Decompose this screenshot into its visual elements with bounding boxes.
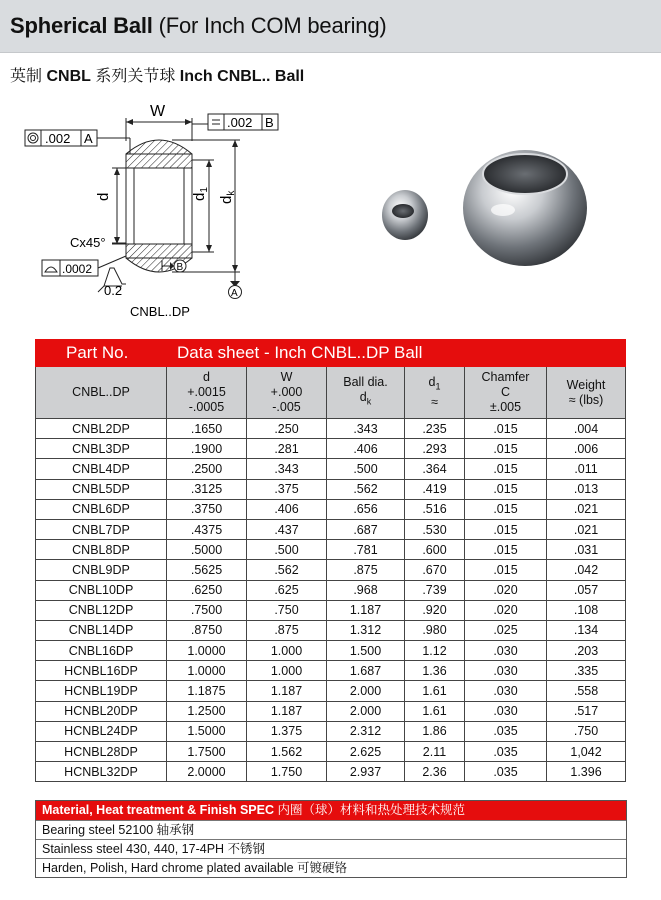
cell-chamfer: .020 bbox=[465, 580, 547, 600]
cell-d: 1.0000 bbox=[167, 661, 247, 681]
cell-d1: .293 bbox=[405, 439, 465, 459]
technical-drawing bbox=[22, 96, 287, 321]
col-header-w: W +.000 -.005 bbox=[247, 367, 327, 419]
sheet-title-header: Data sheet - Inch CNBL..DP Ball bbox=[167, 340, 626, 367]
svg-text:B: B bbox=[265, 115, 274, 130]
cell-w: .562 bbox=[247, 560, 327, 580]
cell-d1: .980 bbox=[405, 620, 465, 640]
cell-weight: .335 bbox=[547, 661, 626, 681]
cell-chamfer: .015 bbox=[465, 560, 547, 580]
spec-line: Bearing steel 52100 轴承钢 bbox=[36, 820, 626, 839]
cell-w: .750 bbox=[247, 600, 327, 620]
cell-w: 1.375 bbox=[247, 721, 327, 741]
cell-chamfer: .015 bbox=[465, 499, 547, 519]
cell-chamfer: .030 bbox=[465, 661, 547, 681]
sphericity-frame bbox=[42, 256, 126, 276]
spec-box bbox=[35, 800, 627, 878]
cell-chamfer: .035 bbox=[465, 742, 547, 762]
table-row bbox=[36, 742, 626, 762]
col-header-weight: Weight ≈ (lbs) bbox=[547, 367, 626, 419]
cell-ball-dia: .562 bbox=[327, 479, 405, 499]
data-sheet-table bbox=[35, 339, 626, 782]
cell-part-no: CNBL9DP bbox=[36, 560, 167, 580]
cell-d1: 2.11 bbox=[405, 742, 465, 762]
cell-weight: 1.396 bbox=[547, 762, 626, 782]
svg-text:B: B bbox=[176, 262, 184, 273]
cell-part-no: CNBL7DP bbox=[36, 519, 167, 539]
cell-ball-dia: 1.187 bbox=[327, 600, 405, 620]
cell-weight: .134 bbox=[547, 620, 626, 640]
title-bar bbox=[0, 0, 661, 53]
svg-text:CNBL..DP: CNBL..DP bbox=[130, 304, 190, 319]
cell-d: .4375 bbox=[167, 519, 247, 539]
svg-text:d: d bbox=[95, 192, 112, 201]
cell-chamfer: .015 bbox=[465, 479, 547, 499]
cell-d: .2500 bbox=[167, 459, 247, 479]
cell-weight: .750 bbox=[547, 721, 626, 741]
cell-weight: .013 bbox=[547, 479, 626, 499]
cell-d1: .419 bbox=[405, 479, 465, 499]
cell-d1: .516 bbox=[405, 499, 465, 519]
cell-weight: .004 bbox=[547, 419, 626, 439]
cell-ball-dia: .500 bbox=[327, 459, 405, 479]
cell-ball-dia: 1.687 bbox=[327, 661, 405, 681]
table-row bbox=[36, 540, 626, 560]
cell-d: 1.7500 bbox=[167, 742, 247, 762]
cell-weight: .042 bbox=[547, 560, 626, 580]
cell-d1: 1.61 bbox=[405, 681, 465, 701]
table-row bbox=[36, 701, 626, 721]
cell-part-no: CNBL4DP bbox=[36, 459, 167, 479]
cell-part-no: HCNBL19DP bbox=[36, 681, 167, 701]
cell-ball-dia: 2.625 bbox=[327, 742, 405, 762]
cell-d1: 1.86 bbox=[405, 721, 465, 741]
cell-d: .3750 bbox=[167, 499, 247, 519]
col-header-dk: Ball dia. $d_k$ bbox=[327, 367, 405, 419]
cell-part-no: HCNBL24DP bbox=[36, 721, 167, 741]
cell-d: 1.2500 bbox=[167, 701, 247, 721]
cell-part-no: HCNBL16DP bbox=[36, 661, 167, 681]
cell-weight: .021 bbox=[547, 519, 626, 539]
cell-w: 1.562 bbox=[247, 742, 327, 762]
cell-w: .500 bbox=[247, 540, 327, 560]
cell-d: .7500 bbox=[167, 600, 247, 620]
cell-d1: .739 bbox=[405, 580, 465, 600]
cell-weight: .031 bbox=[547, 540, 626, 560]
cell-d1: 2.36 bbox=[405, 762, 465, 782]
cell-ball-dia: .343 bbox=[327, 419, 405, 439]
cell-chamfer: .020 bbox=[465, 600, 547, 620]
table-row bbox=[36, 762, 626, 782]
cell-d1: .670 bbox=[405, 560, 465, 580]
cell-weight: .021 bbox=[547, 499, 626, 519]
cell-d: .1650 bbox=[167, 419, 247, 439]
cell-part-no: CNBL12DP bbox=[36, 600, 167, 620]
cell-w: .625 bbox=[247, 580, 327, 600]
cell-w: .250 bbox=[247, 419, 327, 439]
cell-w: 1.187 bbox=[247, 701, 327, 721]
cell-weight: .011 bbox=[547, 459, 626, 479]
cell-d1: 1.12 bbox=[405, 641, 465, 661]
col-header-series: CNBL..DP bbox=[36, 367, 167, 419]
subtitle: 英制 CNBL 系列关节球 Inch CNBL.. Ball bbox=[10, 68, 305, 85]
cell-chamfer: .015 bbox=[465, 419, 547, 439]
cell-chamfer: .015 bbox=[465, 439, 547, 459]
cell-d: .6250 bbox=[167, 580, 247, 600]
table-row bbox=[36, 560, 626, 580]
cell-weight: .057 bbox=[547, 580, 626, 600]
svg-text:Cx45°: Cx45° bbox=[70, 235, 106, 250]
cell-weight: .108 bbox=[547, 600, 626, 620]
cell-ball-dia: .875 bbox=[327, 560, 405, 580]
cell-part-no: CNBL16DP bbox=[36, 641, 167, 661]
cell-chamfer: .015 bbox=[465, 540, 547, 560]
col-header-chamfer: Chamfer C ±.005 bbox=[465, 367, 547, 419]
cell-w: .343 bbox=[247, 459, 327, 479]
cell-weight: .558 bbox=[547, 681, 626, 701]
cell-ball-dia: 2.937 bbox=[327, 762, 405, 782]
cell-d: 1.1875 bbox=[167, 681, 247, 701]
cell-ball-dia: 2.000 bbox=[327, 681, 405, 701]
cell-w: .875 bbox=[247, 620, 327, 640]
svg-text:A: A bbox=[84, 131, 93, 146]
cell-chamfer: .030 bbox=[465, 701, 547, 721]
cell-w: .406 bbox=[247, 499, 327, 519]
cell-d: 1.5000 bbox=[167, 721, 247, 741]
table-row bbox=[36, 661, 626, 681]
svg-text:.002: .002 bbox=[227, 115, 253, 130]
cell-d1: .364 bbox=[405, 459, 465, 479]
table-row bbox=[36, 459, 626, 479]
cell-weight: .517 bbox=[547, 701, 626, 721]
cell-d: .8750 bbox=[167, 620, 247, 640]
cell-w: 1.000 bbox=[247, 641, 327, 661]
cell-part-no: HCNBL32DP bbox=[36, 762, 167, 782]
cell-ball-dia: .968 bbox=[327, 580, 405, 600]
cell-ball-dia: 1.312 bbox=[327, 620, 405, 640]
cell-w: .437 bbox=[247, 519, 327, 539]
cell-part-no: CNBL8DP bbox=[36, 540, 167, 560]
cell-ball-dia: 1.500 bbox=[327, 641, 405, 661]
svg-text:.0002: .0002 bbox=[62, 262, 93, 276]
cell-d: .5000 bbox=[167, 540, 247, 560]
part-no-header: Part No. bbox=[36, 340, 167, 367]
column-headers bbox=[36, 367, 626, 419]
cell-part-no: CNBL2DP bbox=[36, 419, 167, 439]
table-row bbox=[36, 519, 626, 539]
svg-text:A: A bbox=[231, 288, 238, 299]
cell-d1: .600 bbox=[405, 540, 465, 560]
cell-d1: 1.61 bbox=[405, 701, 465, 721]
cell-chamfer: .035 bbox=[465, 721, 547, 741]
cell-d1: .530 bbox=[405, 519, 465, 539]
table-row bbox=[36, 620, 626, 640]
product-photo bbox=[375, 140, 600, 270]
cell-w: .281 bbox=[247, 439, 327, 459]
cell-chamfer: .015 bbox=[465, 459, 547, 479]
svg-text:W: W bbox=[150, 103, 166, 120]
table-row bbox=[36, 681, 626, 701]
cell-ball-dia: .781 bbox=[327, 540, 405, 560]
cell-w: 1.187 bbox=[247, 681, 327, 701]
cell-d1: .920 bbox=[405, 600, 465, 620]
cell-weight: 1,042 bbox=[547, 742, 626, 762]
cell-chamfer: .035 bbox=[465, 762, 547, 782]
cell-d1: .235 bbox=[405, 419, 465, 439]
cell-part-no: CNBL10DP bbox=[36, 580, 167, 600]
cell-d1: 1.36 bbox=[405, 661, 465, 681]
cell-w: 1.000 bbox=[247, 661, 327, 681]
spec-line: Stainless steel 430, 440, 17-4PH 不锈钢 bbox=[36, 839, 626, 858]
cell-d: 1.0000 bbox=[167, 641, 247, 661]
cell-part-no: CNBL3DP bbox=[36, 439, 167, 459]
cell-d: 2.0000 bbox=[167, 762, 247, 782]
cell-chamfer: .015 bbox=[465, 519, 547, 539]
spec-heading: Material, Heat treatment & Finish SPEC 内圈（球）材料和热处理技术规范 bbox=[36, 801, 626, 820]
table-row bbox=[36, 600, 626, 620]
cell-chamfer: .030 bbox=[465, 641, 547, 661]
cell-ball-dia: .687 bbox=[327, 519, 405, 539]
spec-line: Harden, Polish, Hard chrome plated available 可镀硬铬 bbox=[36, 858, 626, 877]
table-row bbox=[36, 641, 626, 661]
cell-d: .1900 bbox=[167, 439, 247, 459]
table-row bbox=[36, 499, 626, 519]
cell-ball-dia: .656 bbox=[327, 499, 405, 519]
cell-w: .375 bbox=[247, 479, 327, 499]
table-row bbox=[36, 479, 626, 499]
cell-weight: .006 bbox=[547, 439, 626, 459]
table-row bbox=[36, 721, 626, 741]
table-row bbox=[36, 580, 626, 600]
cell-part-no: HCNBL28DP bbox=[36, 742, 167, 762]
cell-part-no: CNBL14DP bbox=[36, 620, 167, 640]
parallelism-frame bbox=[192, 114, 278, 130]
cell-d: .3125 bbox=[167, 479, 247, 499]
cell-weight: .203 bbox=[547, 641, 626, 661]
cell-ball-dia: 2.312 bbox=[327, 721, 405, 741]
svg-text:dk: $d_k$ bbox=[218, 190, 237, 204]
cell-chamfer: .030 bbox=[465, 681, 547, 701]
cell-ball-dia: .406 bbox=[327, 439, 405, 459]
col-header-d1: $d_1$ ≈ bbox=[405, 367, 465, 419]
svg-text:0.2: 0.2 bbox=[104, 283, 123, 298]
table-row bbox=[36, 439, 626, 459]
cell-part-no: CNBL5DP bbox=[36, 479, 167, 499]
cell-w: 1.750 bbox=[247, 762, 327, 782]
cell-chamfer: .025 bbox=[465, 620, 547, 640]
svg-text:d1: $d_1$ bbox=[191, 187, 210, 201]
cell-d: .5625 bbox=[167, 560, 247, 580]
concentricity-frame bbox=[25, 130, 130, 154]
table-row bbox=[36, 419, 626, 439]
cell-part-no: HCNBL20DP bbox=[36, 701, 167, 721]
page-title: Spherical Ball (For Inch COM bearing) bbox=[10, 13, 387, 38]
svg-text:.002: .002 bbox=[45, 131, 71, 146]
cell-ball-dia: 2.000 bbox=[327, 701, 405, 721]
cell-part-no: CNBL6DP bbox=[36, 499, 167, 519]
col-header-d: d +.0015 -.0005 bbox=[167, 367, 247, 419]
